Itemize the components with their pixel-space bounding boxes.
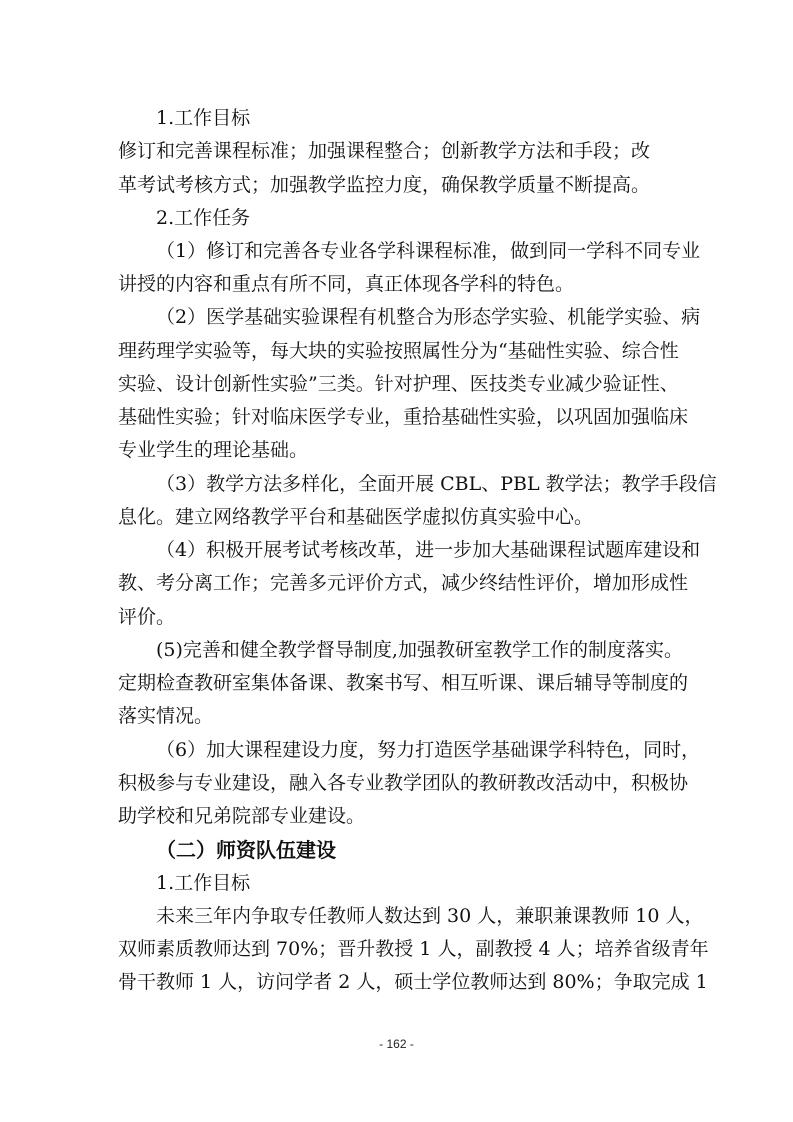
goal-heading: 1.工作目标 xyxy=(156,872,251,894)
paragraph-line: 讲授的内容和重点有所不同，真正体现各学科的特色。 xyxy=(118,273,575,295)
paragraph-line: 积极参与专业建设，融入各专业教学团队的教研教改活动中，积极协 xyxy=(118,772,689,794)
paragraph-line: 革考试考核方式；加强教学监控力度，确保教学质量不断提高。 xyxy=(118,174,651,196)
paragraph-line: 未来三年内争取专任教师人数达到 30 人，兼职兼课教师 10 人， xyxy=(156,905,704,927)
paragraph-line: 理药理学实验等，每大块的实验按照属性分为“基础性实验、综合性 xyxy=(118,340,679,362)
paragraph-line: 息化。建立网络教学平台和基础医学虚拟仿真实验中心。 xyxy=(118,506,594,528)
goal-heading: 1.工作目标 xyxy=(156,107,251,129)
page-number: - 162 - xyxy=(379,1037,414,1051)
paragraph-line: 双师素质教师达到 70%；晋升教授 1 人，副教授 4 人；培养省级青年 xyxy=(118,938,709,960)
section-title: （二）师资队伍建设 xyxy=(156,838,336,862)
paragraph-line: 专业学生的理论基础。 xyxy=(118,439,309,461)
paragraph-line: 基础性实验；针对临床医学专业，重拾基础性实验，以巩固加强临床 xyxy=(118,406,689,428)
paragraph-line: 落实情况。 xyxy=(118,705,214,727)
paragraph-line: 教、考分离工作；完善多元评价方式，减少终结性评价，增加形成性 xyxy=(118,572,689,594)
paragraph-line: (5)完善和健全教学督导制度,加强教研室教学工作的制度落实。 xyxy=(156,639,683,661)
paragraph-line: （2）医学基础实验课程有机整合为形态学实验、机能学实验、病 xyxy=(156,306,701,328)
paragraph-line: （4）积极开展考试考核改革，进一步加大基础课程试题库建设和 xyxy=(156,539,701,561)
paragraph-line: （3）教学方法多样化，全面开展 CBL、PBL 教学法；教学手段信 xyxy=(156,473,717,495)
paragraph-line: 实验、设计创新性实验”三类。针对护理、医技类专业减少验证性、 xyxy=(118,373,679,395)
paragraph-line: 定期检查教研室集体备课、教案书写、相互听课、课后辅导等制度的 xyxy=(118,672,689,694)
task-heading: 2.工作任务 xyxy=(156,207,251,229)
paragraph-line: 修订和完善课程标准；加强课程整合；创新教学方法和手段；改 xyxy=(118,140,651,162)
paragraph-line: （1）修订和完善各专业各学科课程标准，做到同一学科不同专业 xyxy=(156,240,701,262)
paragraph-line: 助学校和兄弟院部专业建设。 xyxy=(118,805,366,827)
paragraph-line: 评价。 xyxy=(118,606,176,628)
paragraph-line: （6）加大课程建设力度，努力打造医学基础课学科特色，同时， xyxy=(156,739,701,761)
paragraph-line: 骨干教师 1 人，访问学者 2 人，硕士学位教师达到 80%；争取完成 1 xyxy=(118,971,708,993)
